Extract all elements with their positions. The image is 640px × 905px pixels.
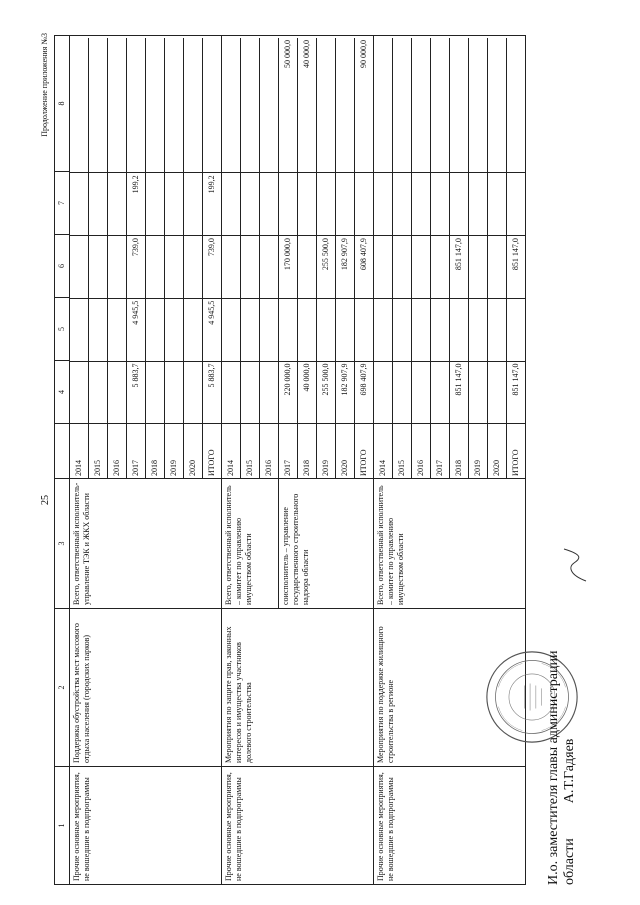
value-cell (374, 235, 392, 298)
value-cell (184, 172, 202, 235)
value-cell: 90 000,0 (359, 40, 368, 68)
header-col-2: 2 (55, 608, 69, 766)
value-cell (127, 38, 145, 172)
responsible-cell (222, 478, 373, 608)
table-row (146, 38, 165, 478)
value-cell (241, 235, 259, 298)
header-col-7: 7 (55, 171, 69, 234)
value-cell (184, 38, 202, 172)
year-cell: 2017 (279, 423, 297, 478)
year-rows (70, 38, 221, 478)
value-cell (70, 38, 88, 172)
value-cell (260, 235, 278, 298)
value-cell (279, 298, 297, 361)
value-cell (260, 298, 278, 361)
value-cell (336, 172, 354, 235)
value-cell: 5 883,7 (203, 361, 221, 424)
table-section-parks (70, 36, 222, 884)
value-cell (89, 172, 107, 235)
value-cell (431, 172, 449, 235)
year-cell: 2018 (146, 423, 164, 478)
value-cell: 255 500,0 (317, 361, 335, 424)
value-cell (260, 38, 278, 172)
value-cell (203, 38, 221, 172)
year-cell: 2017 (127, 423, 145, 478)
table-row (469, 38, 488, 478)
year-cell: 2014 (374, 423, 392, 478)
value-cell (336, 38, 354, 172)
page-number: 25 (40, 495, 51, 505)
responsible-cell: Всего, ответственный исполнитель- управление ТЭК и ЖКХ области (70, 478, 221, 608)
year-cell: 2020 (184, 423, 202, 478)
table-row-total (355, 38, 373, 478)
program-cell: Прочие основные мероприятия, не вошедшие в подпрограммы (374, 766, 525, 884)
value-cell (450, 172, 468, 235)
value-cell: 739,0 (203, 235, 221, 298)
value-cell: 40 000,0 (302, 40, 311, 68)
table-row (488, 38, 507, 478)
value-cell (241, 298, 259, 361)
value-cell (488, 361, 506, 424)
value-cell (374, 298, 392, 361)
value-cell (469, 361, 487, 424)
value-cell (317, 298, 335, 361)
year-cell: 2014 (222, 423, 240, 478)
value-cell (298, 172, 316, 235)
value-cell: 851 147,0 (450, 361, 468, 424)
value-cell (184, 298, 202, 361)
table-row (108, 38, 127, 478)
value-cell (488, 235, 506, 298)
table-row (393, 38, 412, 478)
value-cell (108, 235, 126, 298)
value-cell (469, 298, 487, 361)
value-cell (431, 235, 449, 298)
value-cell (488, 38, 506, 172)
table-row (412, 38, 431, 478)
value-cell: 170 000,0 (279, 235, 297, 298)
table-row (89, 38, 108, 478)
table-row (317, 38, 336, 478)
value-cell: 50 000,0 (283, 40, 292, 68)
value-cell (412, 298, 430, 361)
year-cell: 2020 (336, 423, 354, 478)
year-cell: 2017 (431, 423, 449, 478)
value-cell (469, 172, 487, 235)
value-cell (393, 172, 411, 235)
responsible-co: соисполнитель – управление государственного строительного надзора области (278, 479, 313, 608)
value-cell (355, 172, 373, 235)
year-cell: 2019 (165, 423, 183, 478)
year-cell: 2016 (260, 423, 278, 478)
table-row (222, 38, 241, 478)
rotated-sheet (40, 25, 600, 885)
table-row (184, 38, 203, 478)
value-cell (108, 361, 126, 424)
value-cell (184, 361, 202, 424)
value-cell: 199,2 (127, 172, 145, 235)
value-cell (241, 172, 259, 235)
year-cell: 2019 (317, 423, 335, 478)
value-cell (165, 38, 183, 172)
table-row-total (203, 38, 221, 478)
measure-cell: Поддержка обустройства мест массового отдыха населения (городских парков) (70, 608, 221, 766)
value-cell (431, 38, 449, 172)
table-row (165, 38, 184, 478)
value-cell (374, 38, 392, 172)
value-cell: 4 945,5 (203, 298, 221, 361)
value-cell (507, 172, 525, 235)
table-row (127, 38, 146, 478)
value-cell (222, 298, 240, 361)
table-section-shared-construction (222, 36, 374, 884)
value-cell: 698 407,9 (355, 361, 373, 424)
value-cell: 851 147,0 (507, 361, 525, 424)
table-row (241, 38, 260, 478)
header-col-6: 6 (55, 234, 69, 297)
value-cell (241, 38, 259, 172)
table-row (298, 38, 317, 478)
program-cell: Прочие основные мероприятия, не вошедшие в подпрограммы (222, 766, 373, 884)
header-col-8: 8 (57, 101, 66, 106)
value-cell (222, 361, 240, 424)
value-cell (165, 298, 183, 361)
value-cell (431, 361, 449, 424)
value-cell (260, 361, 278, 424)
table-row (431, 38, 450, 478)
header-col-1: 1 (55, 766, 69, 884)
value-cell (355, 298, 373, 361)
value-cell (89, 361, 107, 424)
value-cell (146, 38, 164, 172)
value-cell (146, 298, 164, 361)
year-cell: 2016 (108, 423, 126, 478)
value-cell (70, 361, 88, 424)
value-cell (70, 298, 88, 361)
value-cell (412, 361, 430, 424)
table-row (450, 38, 469, 478)
value-cell: 739,0 (127, 235, 145, 298)
header-col-3: 3 (55, 478, 69, 608)
year-cell: 2015 (241, 423, 259, 478)
value-cell (165, 235, 183, 298)
signature-line-2: области А.Т.Гадяев (562, 738, 577, 885)
value-cell (298, 298, 316, 361)
value-cell (146, 235, 164, 298)
budget-table (54, 35, 526, 885)
value-cell: 851 147,0 (450, 235, 468, 298)
value-cell (70, 172, 88, 235)
year-cell: ИТОГО (507, 423, 525, 478)
year-cell: 2018 (450, 423, 468, 478)
table-row (374, 38, 393, 478)
value-cell (89, 298, 107, 361)
year-cell: ИТОГО (203, 423, 221, 478)
measure-cell: Мероприятия по защите прав, законных интересов и имущества участников долевого строительства (222, 608, 373, 766)
value-cell (450, 38, 468, 172)
responsible-cell: Всего, ответственный исполнитель – комитет по управлению имуществом области (374, 478, 525, 608)
value-cell (260, 172, 278, 235)
value-cell (317, 172, 335, 235)
year-cell: 2019 (469, 423, 487, 478)
signature-mark-icon (560, 545, 590, 585)
table-row (279, 38, 298, 478)
value-cell: 182 907,9 (336, 235, 354, 298)
value-cell (393, 38, 411, 172)
table-section-housing-support (374, 36, 525, 884)
year-rows (222, 38, 373, 478)
value-cell: 608 407,9 (355, 235, 373, 298)
value-cell: 182 907,9 (336, 361, 354, 424)
value-cell (450, 298, 468, 361)
value-cell (165, 172, 183, 235)
year-cell: 2016 (412, 423, 430, 478)
value-cell (412, 235, 430, 298)
table-header (55, 36, 70, 884)
table-row (70, 38, 89, 478)
value-cell (222, 235, 240, 298)
value-cell (298, 235, 316, 298)
value-cell (70, 235, 88, 298)
value-cell: 40 000,0 (298, 361, 316, 424)
value-cell (222, 172, 240, 235)
value-cell (165, 361, 183, 424)
value-cell (108, 298, 126, 361)
value-cell: 220 000,0 (279, 361, 297, 424)
value-cell (412, 172, 430, 235)
year-cell: 2020 (488, 423, 506, 478)
header-year (55, 423, 69, 478)
value-cell (431, 298, 449, 361)
value-cell (469, 235, 487, 298)
value-cell (393, 298, 411, 361)
table-row-total (507, 38, 525, 478)
table-row (260, 38, 279, 478)
value-cell (374, 361, 392, 424)
value-cell: 851 147,0 (507, 235, 525, 298)
value-cell (146, 172, 164, 235)
value-cell (412, 38, 430, 172)
value-cell (488, 298, 506, 361)
value-cell (108, 38, 126, 172)
value-cell (89, 38, 107, 172)
value-cell (374, 172, 392, 235)
value-cell (317, 38, 335, 172)
table-row (336, 38, 355, 478)
value-cell (222, 38, 240, 172)
appendix-note: Продолжение приложения №3 (40, 33, 49, 137)
header-col-4: 4 (55, 360, 69, 423)
signature-block (546, 651, 578, 885)
year-cell: 2018 (298, 423, 316, 478)
year-cell: ИТОГО (355, 423, 373, 478)
value-cell (507, 298, 525, 361)
measure-cell: Мероприятия по поддержке жилищного строительства в регионе (374, 608, 525, 766)
header-col-5: 5 (55, 297, 69, 360)
value-cell (336, 298, 354, 361)
year-cell: 2014 (70, 423, 88, 478)
value-cell (393, 235, 411, 298)
value-cell (488, 172, 506, 235)
year-rows (374, 38, 525, 478)
value-cell (184, 235, 202, 298)
value-cell (146, 361, 164, 424)
program-cell: Прочие основные мероприятия, не вошедшие в подпрограммы (70, 766, 221, 884)
value-cell (89, 235, 107, 298)
responsible-main: Всего, ответственный исполнитель – комитет по управлению имуществом области (224, 485, 253, 605)
year-cell: 2015 (393, 423, 411, 478)
value-cell: 5 883,7 (127, 361, 145, 424)
value-cell (108, 172, 126, 235)
value-cell (241, 361, 259, 424)
value-cell: 4 945,5 (127, 298, 145, 361)
value-cell (507, 38, 525, 172)
year-cell: 2015 (89, 423, 107, 478)
value-cell: 199,2 (203, 172, 221, 235)
signature-line-1: И.о. заместителя главы администрации (546, 650, 561, 885)
value-cell: 255 500,0 (317, 235, 335, 298)
value-cell (393, 361, 411, 424)
value-cell (469, 38, 487, 172)
value-cell (279, 172, 297, 235)
